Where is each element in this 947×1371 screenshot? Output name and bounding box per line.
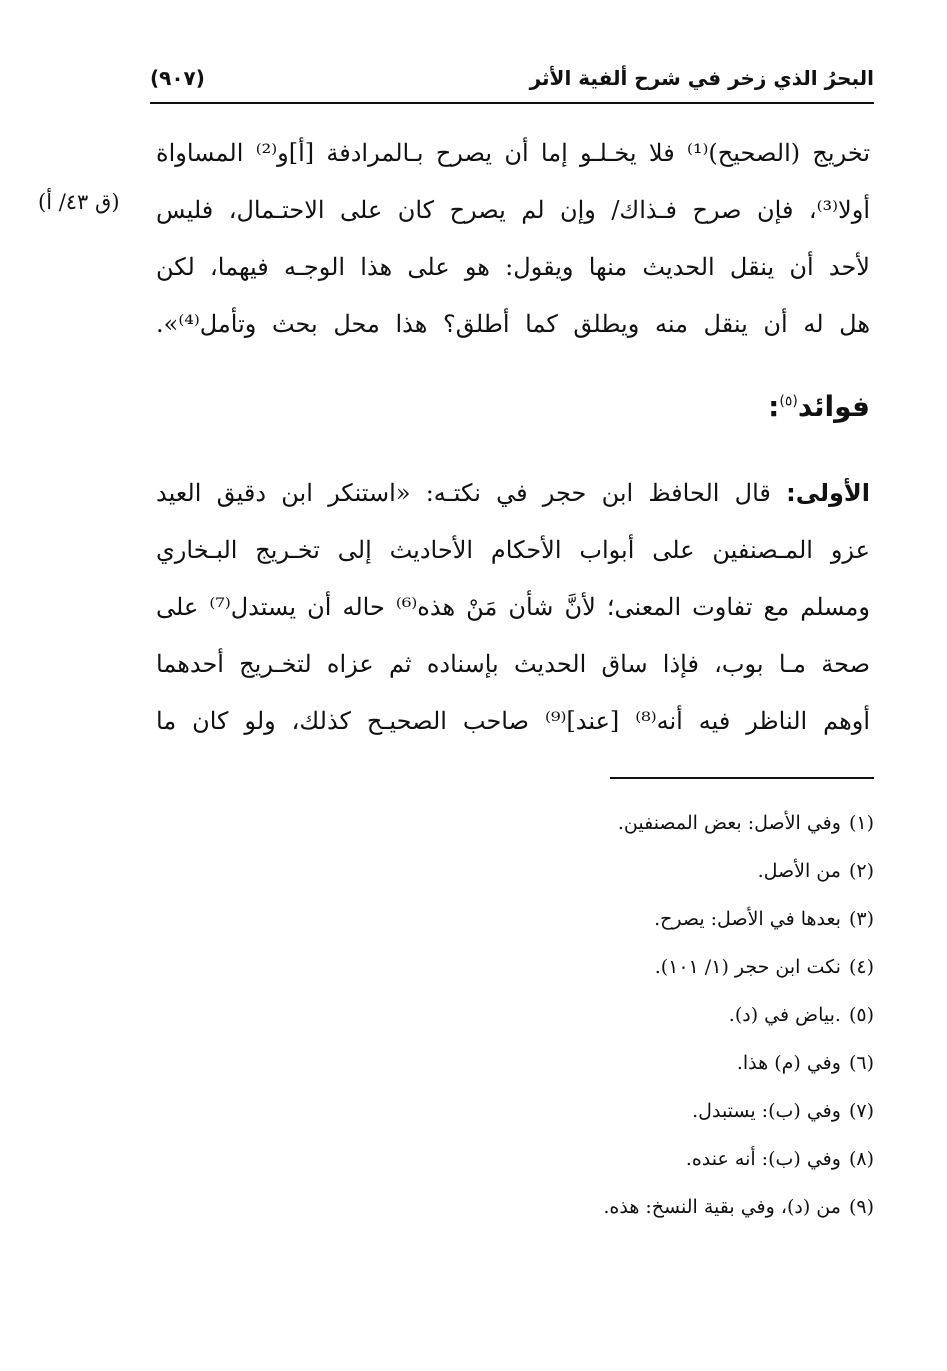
- footnote-item: [194, 1052, 874, 1100]
- footnote-number: (١): [848, 812, 874, 834]
- header-rule: [150, 102, 874, 104]
- footnote-text: بعدها في الأصل: يصرح.: [654, 908, 841, 930]
- paragraph-lead: الأولى:: [786, 479, 870, 507]
- footnote-item: [194, 1100, 874, 1148]
- paragraph-line: صحة مـا بوب، فإذا ساق الحديث بإسناده ثم عزاه لتخـريج أحدهما: [156, 650, 870, 678]
- body-line: تخريج (الصحيح)⁽¹⁾ فلا يخـلـو إما أن يصرح بـالمرادفة [أ]و⁽²⁾ المساواة: [156, 139, 870, 167]
- footnote-text: وفي (ب): أنه عنده.: [685, 1148, 841, 1170]
- section-heading: [768, 390, 870, 423]
- folio-margin-note: (ق ٤٣/ أ): [38, 190, 120, 214]
- footnote-number: (٩): [848, 1196, 874, 1218]
- page-number: (٩٠٧): [150, 66, 205, 90]
- footnote-text: من (د)، وفي بقية النسخ: هذه.: [603, 1196, 841, 1218]
- footnote-text: نكت ابن حجر (١/ ١٠١).: [654, 956, 841, 978]
- section-heading-colon: :: [768, 390, 780, 423]
- paragraph-line: ومسلم مع تفاوت المعنى؛ لأنَّ شأن مَنْ هذه⁽⁶⁾ حاله أن يستدل⁽⁷⁾ على: [156, 593, 870, 621]
- footnote-number: (٤): [848, 956, 874, 978]
- footnote-separator: [610, 777, 874, 779]
- footnote-item: [194, 812, 874, 860]
- section-heading-note-ref: (٥): [779, 393, 798, 410]
- footnote-text: وفي الأصل: بعض المصنفين.: [617, 812, 841, 834]
- footnote-number: (٥): [848, 1004, 874, 1026]
- body-line: لأحد أن ينقل الحديث منها ويقول: هو على هذا الوجـه فيهما، لكن: [156, 253, 870, 281]
- footnote-number: (٧): [848, 1100, 874, 1122]
- first-benefit-paragraph: [156, 465, 870, 750]
- footnote-item: [194, 908, 874, 956]
- paragraph-first-line: [156, 465, 870, 522]
- paragraph-line: عزو المـصنفين على أبواب الأحكام الأحاديث إلى تخـريج البـخاري: [156, 536, 870, 564]
- footnote-item: [194, 956, 874, 1004]
- footnote-text: وفي (ب): يستبدل.: [692, 1100, 841, 1122]
- body-paragraph-continuation: [156, 125, 870, 353]
- footnote-number: (٦): [848, 1052, 874, 1074]
- footnote-text: من الأصل.: [757, 860, 841, 882]
- book-title: البحرُ الذي زخر في شرح ألفية الأثر: [529, 66, 874, 90]
- footnote-item: [194, 1196, 874, 1244]
- running-header: [150, 62, 874, 102]
- footnote-number: (٨): [848, 1148, 874, 1170]
- footnote-number: (٢): [848, 860, 874, 882]
- footnote-item: [194, 1004, 874, 1052]
- footnote-number: (٣): [848, 908, 874, 930]
- paragraph-first-line-text: قال الحافظ ابن حجر في نكتـه: «استنكر ابن دقيق العيد: [156, 479, 771, 507]
- footnote-text: .بياض في (د).: [728, 1004, 841, 1026]
- section-heading-text: فوائد: [797, 390, 870, 423]
- body-line: أولا⁽³⁾، فإن صرح فـذاك/ وإن لم يصرح كان على الاحتـمال، فليس: [156, 196, 870, 224]
- footnote-item: [194, 860, 874, 908]
- footnote-item: [194, 1148, 874, 1196]
- footnotes-list: [194, 812, 874, 1244]
- paragraph-line: أوهم الناظر فيه أنه⁽⁸⁾ [عند]⁽⁹⁾ صاحب الصحيـح كذلك، ولو كان ما: [156, 707, 871, 735]
- body-line: هل له أن ينقل منه ويطلق كما أطلق؟ هذا محل بحث وتأمل⁽⁴⁾».: [156, 310, 870, 338]
- footnote-text: وفي (م) هذا.: [736, 1052, 841, 1074]
